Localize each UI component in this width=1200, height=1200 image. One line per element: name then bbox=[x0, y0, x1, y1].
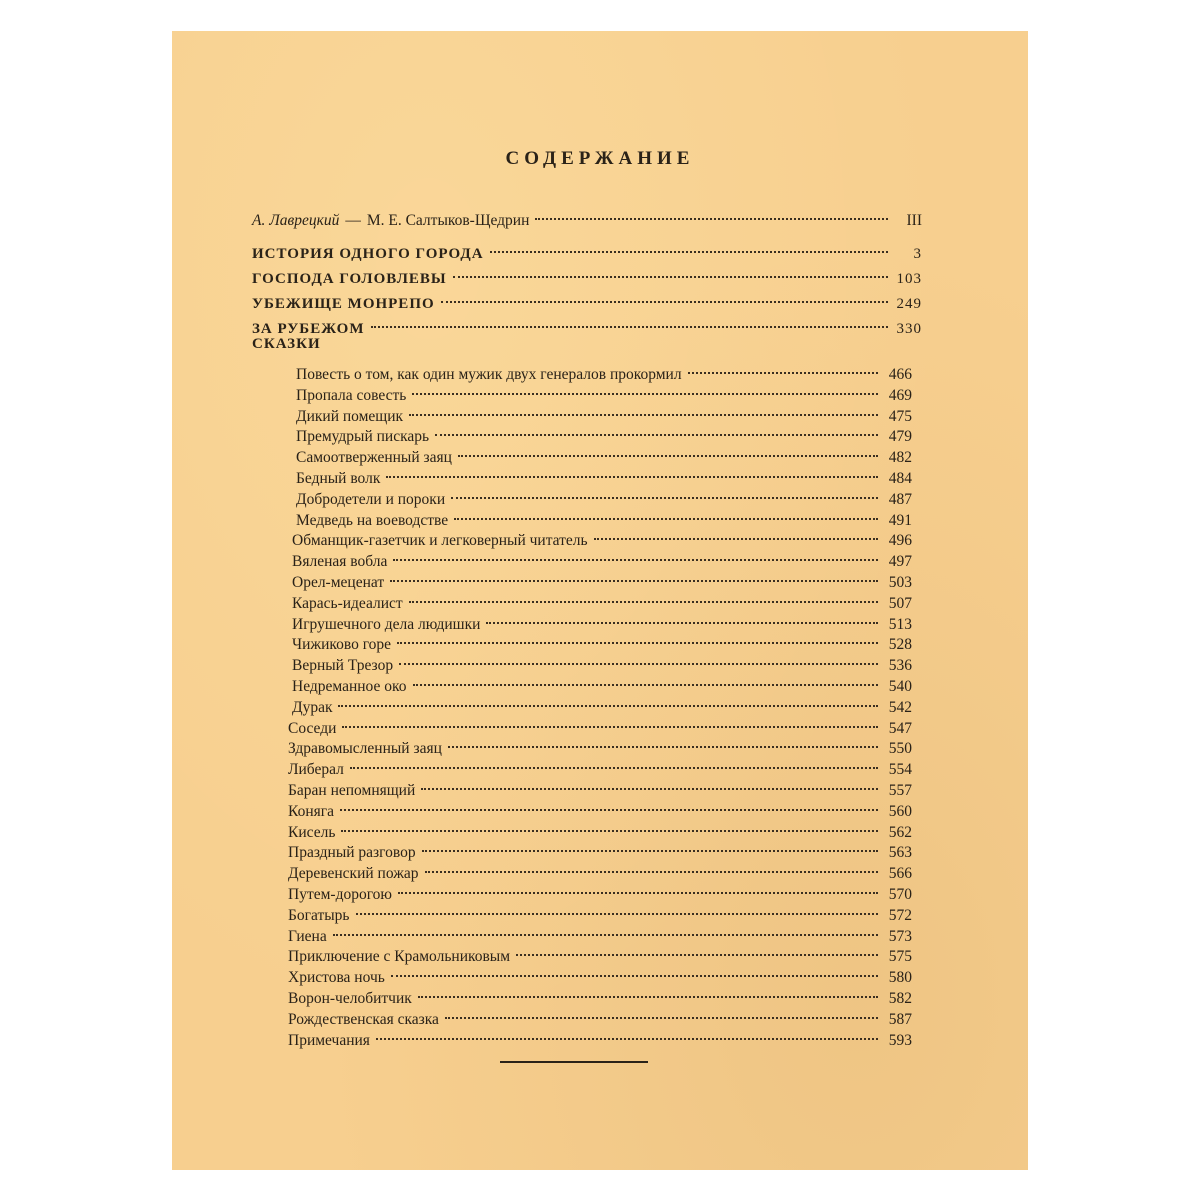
dot-leader bbox=[342, 706, 878, 728]
page-title: СОДЕРЖАНИЕ bbox=[505, 148, 695, 169]
tale-title: Путем-дорогою bbox=[288, 886, 393, 903]
tale-title: Карась-идеалист bbox=[292, 594, 403, 612]
dot-leader bbox=[454, 498, 878, 520]
tale-title: Богатырь bbox=[288, 906, 350, 924]
tale-page-number: 507 bbox=[888, 594, 912, 612]
dot-leader bbox=[445, 997, 878, 1019]
tale-page-number: 572 bbox=[888, 906, 912, 924]
tale-title: Премудрый пискарь bbox=[296, 428, 430, 446]
tale-page-number: 542 bbox=[888, 698, 912, 716]
tale-title: Деревенский пожар bbox=[288, 865, 419, 883]
tale-page-number: 550 bbox=[888, 740, 912, 758]
tale-page-number: 513 bbox=[888, 615, 912, 633]
dot-leader bbox=[688, 352, 878, 374]
major-work-page-number: 3 bbox=[913, 246, 922, 262]
tale-title: Рождественская сказка bbox=[288, 1010, 439, 1028]
tale-page-number: 497 bbox=[888, 553, 912, 571]
notes-page-number: 593 bbox=[888, 1031, 912, 1049]
tale-title: Приключение с Крамольниковым bbox=[288, 948, 511, 966]
tale-title: Здравомысленный заяц bbox=[288, 740, 442, 758]
dot-leader bbox=[490, 231, 888, 253]
dot-leader bbox=[397, 622, 878, 644]
dot-leader bbox=[451, 477, 878, 499]
tale-title: Гиена bbox=[288, 927, 327, 945]
tale-page-number: 560 bbox=[888, 802, 912, 820]
dot-leader bbox=[371, 306, 888, 328]
intro-entry bbox=[252, 203, 922, 231]
tale-title: Медведь на воеводстве bbox=[296, 511, 449, 529]
dot-leader bbox=[376, 1018, 878, 1040]
tale-title: Повесть о том, как один мужик двух генералов прокормил bbox=[296, 366, 682, 383]
dot-leader bbox=[448, 726, 878, 748]
tale-page-number: 540 bbox=[888, 678, 912, 695]
tale-page-number: 570 bbox=[888, 886, 912, 903]
dot-leader bbox=[350, 747, 878, 769]
notes-title: Примечания bbox=[288, 1031, 370, 1049]
tale-title: Орел-меценат bbox=[292, 574, 385, 591]
intro-dash: — bbox=[345, 212, 361, 229]
tale-page-number: 528 bbox=[888, 636, 912, 654]
intro-author: А. Лаврецкий bbox=[252, 212, 340, 229]
tale-title: Верный Трезор bbox=[292, 657, 394, 675]
closing-rule bbox=[500, 1061, 648, 1063]
dot-leader bbox=[421, 768, 878, 790]
dot-leader bbox=[422, 830, 878, 852]
tale-title: Добродетели и пороки bbox=[296, 490, 446, 508]
major-work-title: ГОСПОДА ГОЛОВЛЕВЫ bbox=[252, 271, 447, 287]
tale-page-number: 484 bbox=[888, 470, 912, 487]
major-work-title: ИСТОРИЯ ОДНОГО ГОРОДА bbox=[252, 246, 484, 262]
dot-leader bbox=[412, 373, 878, 395]
dot-leader bbox=[435, 414, 878, 436]
tale-page-number: 536 bbox=[888, 657, 912, 675]
dot-leader bbox=[393, 539, 878, 561]
tale-page-number: 554 bbox=[888, 761, 912, 779]
tale-title: Ворон-челобитчик bbox=[288, 990, 412, 1007]
tale-page-number: 562 bbox=[888, 823, 912, 841]
tale-page-number: 479 bbox=[888, 428, 912, 446]
dot-leader bbox=[399, 643, 878, 665]
dot-leader bbox=[338, 685, 878, 707]
tale-title: Дикий помещик bbox=[296, 407, 404, 425]
dot-leader bbox=[453, 256, 888, 278]
major-work-page-number: 249 bbox=[896, 296, 922, 312]
tale-title: Праздный разговор bbox=[288, 844, 416, 862]
tale-title: Самоотверженный заяц bbox=[296, 449, 452, 467]
dot-leader bbox=[333, 914, 878, 936]
dot-leader bbox=[516, 934, 878, 956]
dot-leader bbox=[409, 394, 878, 416]
tale-page-number: 487 bbox=[888, 490, 912, 508]
tale-page-number: 587 bbox=[888, 1010, 912, 1028]
tale-page-number: 496 bbox=[888, 532, 912, 550]
tale-title: Пропала совесть bbox=[296, 386, 407, 404]
dot-leader bbox=[535, 198, 888, 220]
tale-page-number: 575 bbox=[888, 948, 912, 966]
dot-leader bbox=[486, 602, 878, 624]
intro-work-title: М. Е. Салтыков-Щедрин bbox=[366, 212, 530, 229]
tale-page-number: 566 bbox=[888, 865, 912, 883]
dot-leader bbox=[356, 893, 879, 915]
tale-page-number: 573 bbox=[888, 927, 912, 945]
tale-title: Обманщик-газетчик и легковерный читатель bbox=[292, 532, 588, 550]
dot-leader bbox=[441, 281, 888, 303]
tale-title: Христова ночь bbox=[288, 969, 385, 987]
dot-leader bbox=[425, 851, 878, 873]
tale-title: Недреманное око bbox=[292, 678, 407, 695]
dot-leader bbox=[594, 518, 878, 540]
tales-heading: СКАЗКИ bbox=[252, 336, 321, 352]
tale-title: Соседи bbox=[288, 719, 337, 737]
tale-title: Кисель bbox=[288, 823, 336, 841]
tale-title: Баран непомнящий bbox=[288, 782, 416, 799]
tale-page-number: 582 bbox=[888, 990, 912, 1007]
tale-title: Бедный волк bbox=[296, 470, 381, 487]
tale-page-number: 469 bbox=[888, 386, 912, 404]
dot-leader bbox=[413, 664, 879, 686]
dot-leader bbox=[340, 789, 878, 811]
dot-leader bbox=[458, 435, 878, 457]
tale-page-number: 563 bbox=[888, 844, 912, 862]
notes-entry bbox=[288, 1023, 912, 1051]
tale-title: Дурак bbox=[292, 698, 333, 716]
tale-title: Коняга bbox=[288, 802, 334, 820]
dot-leader bbox=[341, 810, 878, 832]
book-page bbox=[172, 31, 1028, 1170]
major-work-title: УБЕЖИЩЕ МОНРЕПО bbox=[252, 296, 435, 312]
tale-page-number: 466 bbox=[888, 366, 912, 383]
tale-page-number: 503 bbox=[888, 574, 912, 591]
tale-page-number: 482 bbox=[888, 449, 912, 467]
tale-page-number: 491 bbox=[888, 511, 912, 529]
dot-leader bbox=[398, 872, 878, 894]
dot-leader bbox=[386, 456, 878, 478]
tale-page-number: 475 bbox=[888, 407, 912, 425]
dot-leader bbox=[418, 976, 878, 998]
major-work-page-number: 330 bbox=[896, 321, 922, 337]
major-work-entry bbox=[252, 311, 922, 339]
dot-leader bbox=[409, 581, 878, 603]
tale-title: Либерал bbox=[288, 761, 344, 779]
tale-title: Вяленая вобла bbox=[292, 553, 388, 571]
tale-title: Чижиково горе bbox=[292, 636, 392, 654]
tale-page-number: 557 bbox=[888, 782, 912, 799]
dot-leader bbox=[391, 955, 878, 977]
tale-title: Игрушечного дела людишки bbox=[292, 615, 481, 633]
intro-page-number: III bbox=[906, 212, 922, 229]
major-work-title: ЗА РУБЕЖОМ bbox=[252, 321, 365, 337]
tale-page-number: 547 bbox=[888, 719, 912, 737]
dot-leader bbox=[390, 560, 878, 582]
major-work-page-number: 103 bbox=[896, 271, 922, 287]
tale-page-number: 580 bbox=[888, 969, 912, 987]
